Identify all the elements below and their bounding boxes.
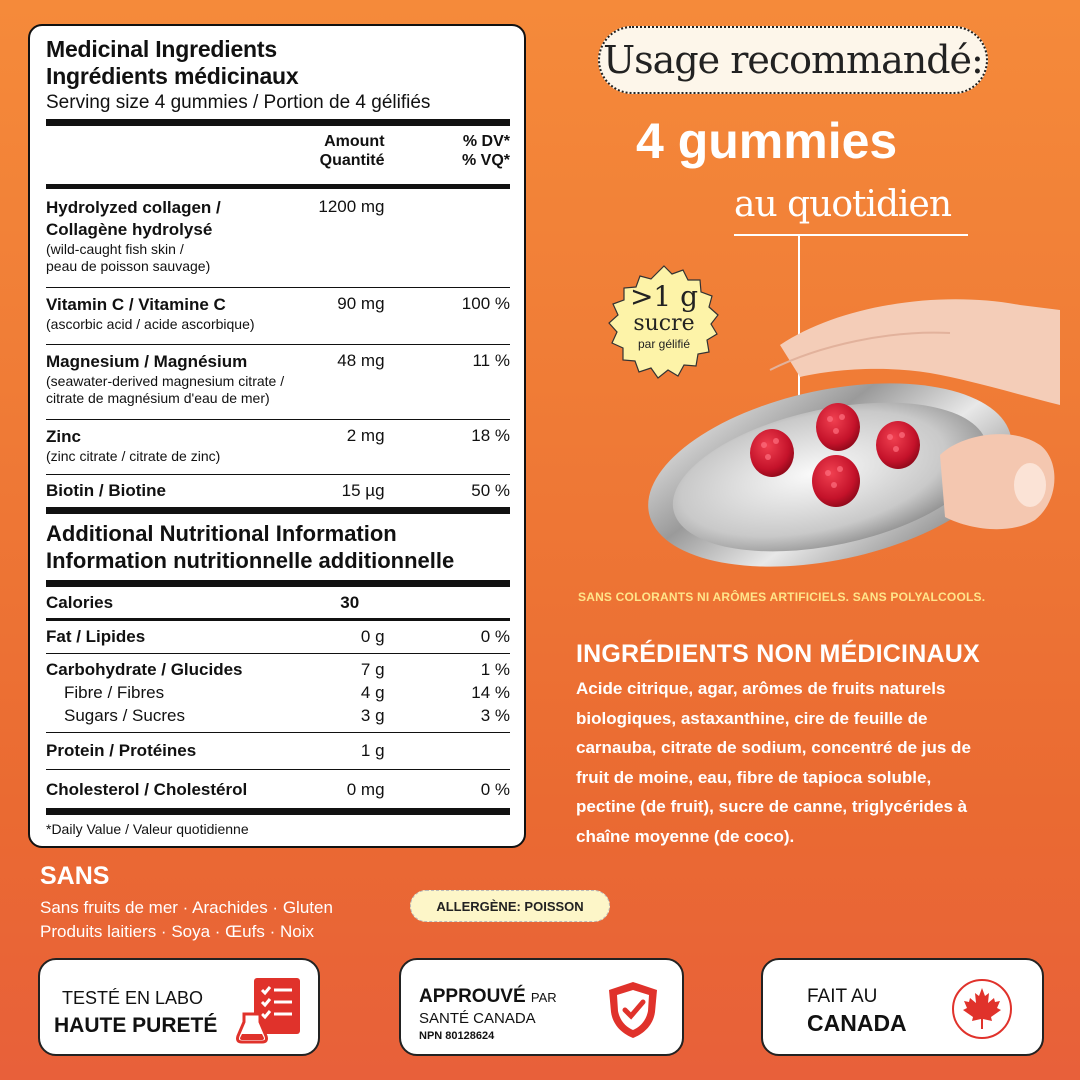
table-row bbox=[46, 475, 510, 507]
approved-par: PAR bbox=[530, 990, 557, 1005]
nutrient-name: Fibre / Fibres bbox=[64, 683, 165, 702]
additional-title-fr: Information nutritionnelle additionnelle bbox=[46, 548, 455, 573]
nutrition-panel bbox=[28, 24, 526, 848]
ingredient-line: chaîne moyenne (de coco). bbox=[576, 826, 795, 846]
approved-line1 bbox=[419, 986, 557, 1008]
table-row bbox=[46, 345, 510, 419]
table-row bbox=[46, 189, 510, 287]
dv-header-fr: % VQ* bbox=[461, 152, 510, 169]
serving-size: Serving size 4 gummies / Portion de 4 gélifiés bbox=[46, 92, 431, 113]
nutrient-amount: 4 g bbox=[360, 683, 385, 702]
ingredient-source: (wild-caught fish skin / bbox=[46, 241, 184, 257]
table-row bbox=[46, 288, 510, 344]
amount-header-fr: Quantité bbox=[319, 152, 385, 169]
ingredient-line: fruit de moine, eau, fibre de tapioca soluble, bbox=[576, 767, 932, 787]
nutrient-amount: 7 g bbox=[360, 660, 385, 679]
nutrient-amount: 0 mg bbox=[346, 780, 385, 799]
ingredient-source: citrate de magnésium d'eau de mer) bbox=[46, 390, 270, 406]
nutrient-amount: 3 g bbox=[360, 706, 385, 725]
ingredient-line: pectine (de fruit), sucre de canne, triglycérides à bbox=[576, 797, 968, 816]
calories-value: 30 bbox=[340, 593, 360, 612]
approved-word: APPROUVÉ bbox=[419, 986, 526, 1007]
nutrient-amount: 1 g bbox=[360, 741, 385, 760]
approved-line2: SANTÉ CANADA bbox=[419, 1010, 536, 1027]
lab-line2: HAUTE PURETÉ bbox=[54, 1014, 218, 1037]
nutrient-dv: 3 % bbox=[480, 706, 510, 725]
divider-thick bbox=[46, 119, 510, 126]
ingredient-dv: 11 % bbox=[472, 351, 510, 370]
carb-block bbox=[46, 654, 510, 732]
ingredient-dv: 50 % bbox=[471, 481, 510, 500]
ingredient-amount: 90 mg bbox=[337, 294, 385, 313]
column-header bbox=[46, 126, 510, 184]
sans-line-2: Produits laitiers · Soya · Œufs · Noix bbox=[40, 922, 314, 941]
ingredient-name: Hydrolyzed collagen / bbox=[46, 198, 221, 217]
non-medicinal-list bbox=[576, 674, 1046, 851]
canada-line2: CANADA bbox=[807, 1010, 907, 1036]
sugar-badge bbox=[600, 282, 728, 352]
amount-header-en: Amount bbox=[324, 133, 385, 150]
ingredient-amount: 48 mg bbox=[337, 351, 385, 370]
made-in-canada-card bbox=[761, 958, 1044, 1056]
shield-check-icon bbox=[601, 978, 665, 1042]
ingredient-dv: 100 % bbox=[461, 294, 510, 313]
no-artificial-note: SANS COLORANTS NI ARÔMES ARTIFICIELS. SANS POLYALCOOLS. bbox=[578, 590, 986, 604]
panel-title-en: Medicinal Ingredients bbox=[46, 36, 277, 62]
usage-pill: Usage recommandé: bbox=[598, 26, 988, 94]
ingredient-amount: 2 mg bbox=[346, 426, 385, 445]
divider-thick bbox=[46, 580, 510, 587]
table-row bbox=[46, 420, 510, 474]
sans-line-1: Sans fruits de mer · Arachides · Gluten bbox=[40, 898, 333, 917]
calories-label: Calories bbox=[46, 593, 114, 612]
ingredient-amount: 15 µg bbox=[341, 481, 385, 500]
badge-line3: par gélifié bbox=[637, 337, 691, 351]
ingredient-source: (ascorbic acid / acide ascorbique) bbox=[46, 316, 255, 332]
nutrient-dv: 0 % bbox=[480, 780, 510, 799]
nutrient-name: Carbohydrate / Glucides bbox=[46, 660, 243, 679]
nutrient-name: Fat / Lipides bbox=[46, 627, 146, 646]
health-canada-card bbox=[399, 958, 684, 1056]
frequency-underline bbox=[734, 234, 968, 236]
ingredient-source: peau de poisson sauvage) bbox=[46, 258, 211, 274]
table-row bbox=[46, 733, 510, 769]
additional-info-title bbox=[46, 514, 510, 580]
ingredient-name: Magnesium / Magnésium bbox=[46, 352, 248, 371]
table-row bbox=[46, 681, 510, 704]
ingredient-line: carnauba, citrate de sodium, concentré de jus de bbox=[576, 738, 971, 757]
table-row bbox=[46, 704, 510, 727]
nutrient-dv: 1 % bbox=[480, 660, 510, 679]
dv-header-en: % DV* bbox=[462, 133, 510, 150]
canada-line1: FAIT AU bbox=[807, 986, 878, 1007]
ingredient-line: Acide citrique, agar, arômes de fruits naturels bbox=[576, 679, 946, 698]
table-row bbox=[46, 658, 510, 681]
ingredient-dv bbox=[385, 197, 510, 287]
ingredient-amount: 1200 mg bbox=[318, 197, 385, 216]
lab-tested-card bbox=[38, 958, 320, 1056]
divider-thick bbox=[46, 808, 510, 815]
non-medicinal-title: INGRÉDIENTS NON MÉDICINAUX bbox=[576, 640, 980, 668]
nutrient-name: Cholesterol / Cholestérol bbox=[46, 780, 248, 799]
nutrient-amount: 0 g bbox=[360, 627, 385, 646]
additional-title-en: Additional Nutritional Information bbox=[46, 521, 397, 546]
ingredient-source: (zinc citrate / citrate de zinc) bbox=[46, 448, 221, 464]
npn-number: NPN 80128624 bbox=[419, 1030, 495, 1042]
frequency-text: au quotidien bbox=[734, 184, 952, 225]
ingredient-dv: 18 % bbox=[471, 426, 510, 445]
nutrient-dv bbox=[385, 741, 510, 769]
ingredient-name: Biotin / Biotine bbox=[46, 481, 166, 500]
nutrient-name: Sugars / Sucres bbox=[64, 706, 185, 725]
ingredient-name: Zinc bbox=[46, 427, 81, 446]
allergen-badge: ALLERGÈNE: POISSON bbox=[410, 890, 610, 922]
badge-line1: >1 g bbox=[629, 280, 699, 313]
lab-line1: TESTÉ EN LABO bbox=[62, 988, 204, 1008]
maple-leaf-icon bbox=[951, 978, 1013, 1040]
badge-line2: sucre bbox=[633, 311, 695, 336]
ingredient-line: biologiques, astaxanthine, cire de feuille de bbox=[576, 708, 928, 728]
dose-heading: 4 gummies bbox=[636, 113, 898, 169]
table-row bbox=[46, 770, 510, 808]
nutrient-dv: 0 % bbox=[480, 627, 510, 646]
table-row bbox=[46, 621, 510, 653]
nutrient-name: Protein / Protéines bbox=[46, 741, 197, 760]
sans-title: SANS bbox=[40, 862, 110, 890]
ingredient-name: Vitamin C / Vitamine C bbox=[46, 295, 226, 314]
ingredient-source: (seawater-derived magnesium citrate / bbox=[46, 373, 285, 389]
panel-title-fr: Ingrédients médicinaux bbox=[46, 63, 299, 89]
divider-thick bbox=[46, 507, 510, 514]
footnote: *Daily Value / Valeur quotidienne bbox=[46, 821, 249, 837]
nutrient-dv: 14 % bbox=[471, 683, 510, 702]
lab-report-icon bbox=[236, 974, 306, 1044]
table-row bbox=[46, 587, 510, 618]
ingredient-name: Collagène hydrolysé bbox=[46, 220, 213, 239]
